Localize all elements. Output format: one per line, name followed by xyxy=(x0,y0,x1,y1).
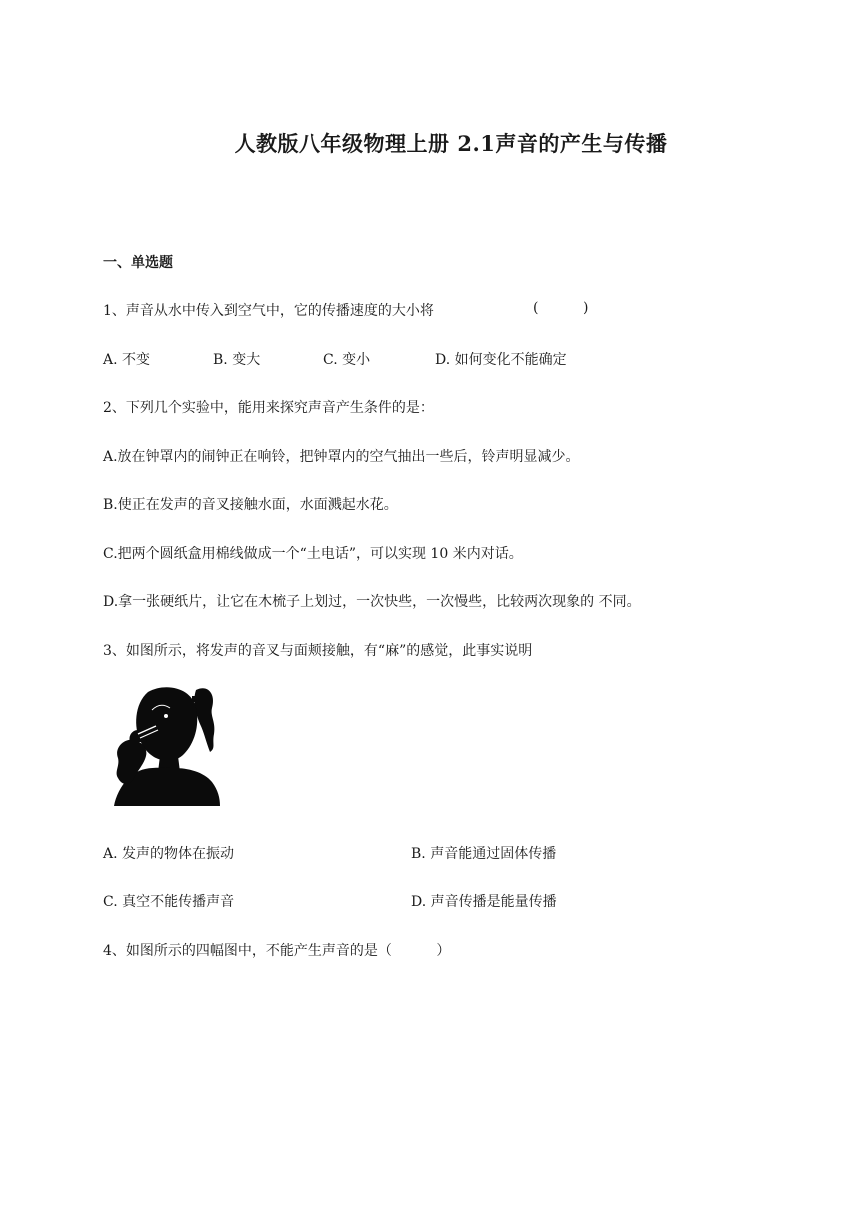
question-4-stem: 4、如图所示的四幅图中，不能产生声音的是（ ） xyxy=(103,943,451,959)
q2-option-a: A.放在钟罩内的闹钟正在响铃，把钟罩内的空气抽出一些后，铃声明显减少。 xyxy=(103,449,580,465)
q1-option-a: A. 不变 xyxy=(103,352,151,368)
q1-option-c: C. 变小 xyxy=(323,352,371,368)
q3-option-d: D. 声音传播是能量传播 xyxy=(411,894,557,910)
question-2-stem: 2、下列几个实验中，能用来探究声音产生条件的是： xyxy=(103,400,434,416)
section-heading: 一、单选题 xyxy=(103,255,173,271)
q1-option-d: D. 如何变化不能确定 xyxy=(435,352,567,368)
q2-option-c: C.把两个圆纸盒用棉线做成一个“土电话”，可以实现 10 米内对话。 xyxy=(103,546,523,562)
q3-option-c: C. 真空不能传播声音 xyxy=(103,894,235,910)
q3-option-b: B. 声音能通过固体传播 xyxy=(411,846,557,862)
q3-option-a: A. 发声的物体在振动 xyxy=(103,846,235,862)
q2-option-b: B.使正在发声的音叉接触水面，水面溅起水花。 xyxy=(103,497,398,513)
question-3-stem: 3、如图所示，将发声的音叉与面颊接触，有“麻”的感觉，此事实说明 xyxy=(103,643,533,659)
q2-option-d: D.拿一张硬纸片，让它在木梳子上划过，一次快些，一次慢些，比较两次现象的 不同。 xyxy=(103,594,641,610)
q1-option-b: B. 变大 xyxy=(213,352,261,368)
question-1-answer-bracket: ( ) xyxy=(533,300,589,316)
page-title: 人教版八年级物理上册 2.1声音的产生与传播 xyxy=(234,131,668,156)
question-1-stem: 1、声音从水中传入到空气中，它的传播速度的大小将 xyxy=(103,303,434,319)
girl-tuning-fork-figure xyxy=(104,682,220,806)
